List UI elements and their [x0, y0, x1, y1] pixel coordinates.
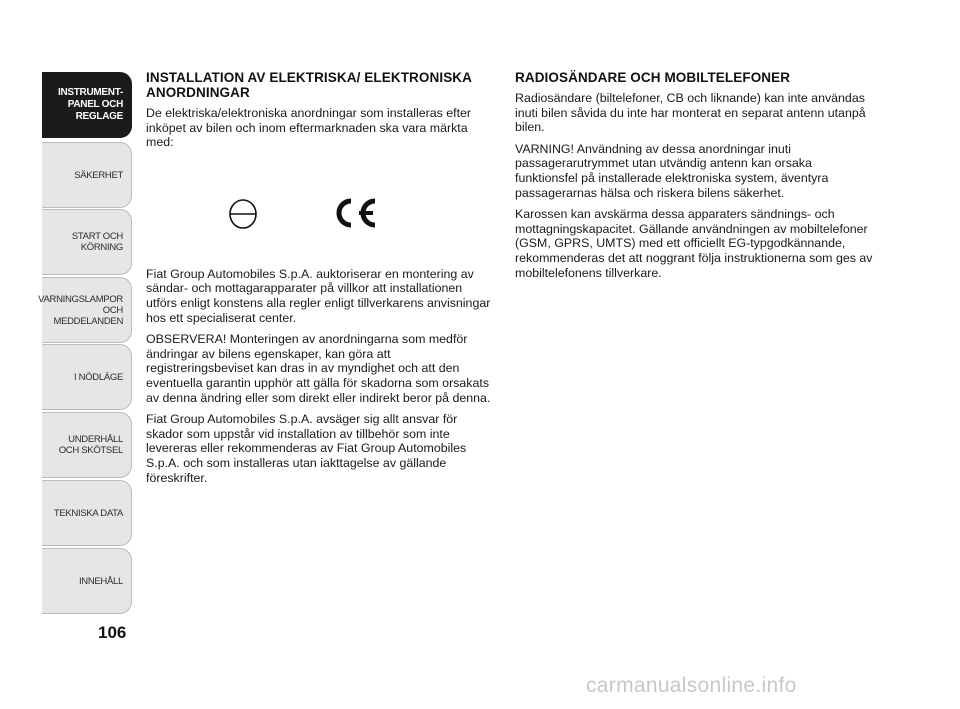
tab-innehall[interactable]: INNEHÅLL [42, 548, 132, 614]
paragraph: OBSERVERA! Monteringen av anordningarna som medför ändringar av bilens egenskaper, kan göra att registreringsbeviset kan dras in av myndighet och att den eventuella garantin upphör att gälla för skadorna som orsakats av denna ändring eller som direkt eller indirekt beror på denna. [146, 332, 491, 405]
page-number: 106 [98, 623, 127, 642]
paragraph: VARNING! Användning av dessa anordningar inuti passagerarutrymmet utan utvändig antenn kan orsaka funktionsfel på installerade elektroniska system, äventyra passagerarnas hälsa och riskera bilens säkerhet. [515, 141, 829, 200]
section-heading-installation: INSTALLATION AV ELEKTRISKA/ ELEKTRONISKA ANORDNINGAR [146, 70, 472, 100]
right-column [515, 70, 875, 287]
paragraph: Fiat Group Automobiles S.p.A. avsäger sig allt ansvar för skador som uppstår vid installation av tillbehör som inte levereras eller rekommenderas av Fiat Group Automobiles S.p.A. och som installeras utan iakttagelse av gällande föreskrifter. [146, 412, 467, 485]
tab-varningslampor[interactable]: VARNINGSLAMPOR OCH MEDDELANDEN [42, 277, 132, 343]
tab-tekniska-data[interactable]: TEKNISKA DATA [42, 480, 132, 546]
paragraph: Fiat Group Automobiles S.p.A. auktoriserar en montering av sändar- och mottagarapparater på villkor att installationen utförs enligt konstens alla regler enligt tillverkarens anvisningar hos ett specialiserat center. [146, 266, 491, 325]
tab-start-och-korning[interactable]: START OCH KÖRNING [42, 209, 132, 275]
paragraph: Karossen kan avskärma dessa apparaters sändnings- och mottagningskapacitet. Gällande användningen av mobiltelefoner (GSM, GPRS, UMTS) med ett officiellt EG-typgodkännande, rekommenderas det att noggrant följa instruktionerna som ges av mobiltelefonens tillverkare. [515, 207, 873, 280]
e-mark-icon [226, 197, 260, 231]
paragraph: De elektriska/elektroniska anordningar som installeras efter inköpet av bilen och inom eftermarknaden ska vara märkta med: [146, 106, 472, 150]
watermark: carmanualsonline.info [586, 674, 797, 697]
tab-underhall[interactable]: UNDERHÅLL OCH SKÖTSEL [42, 412, 132, 478]
paragraph: Radiosändare (biltelefoner, CB och liknande) kan inte användas inuti bilen såvida du inte har monterat en separat antenn utanpå bilen. [515, 91, 866, 135]
left-column [146, 70, 496, 492]
tab-sakerhet[interactable]: SÄKERHET [42, 142, 132, 208]
section-heading-radiosandare: RADIOSÄNDARE OCH MOBILTELEFONER [515, 70, 791, 85]
certification-marks [146, 157, 496, 267]
tab-instrumentpanel[interactable]: INSTRUMENT- PANEL OCH REGLAGE [42, 72, 132, 138]
ce-mark-icon [331, 195, 379, 231]
tab-i-nodlage[interactable]: I NÖDLÄGE [42, 344, 132, 410]
